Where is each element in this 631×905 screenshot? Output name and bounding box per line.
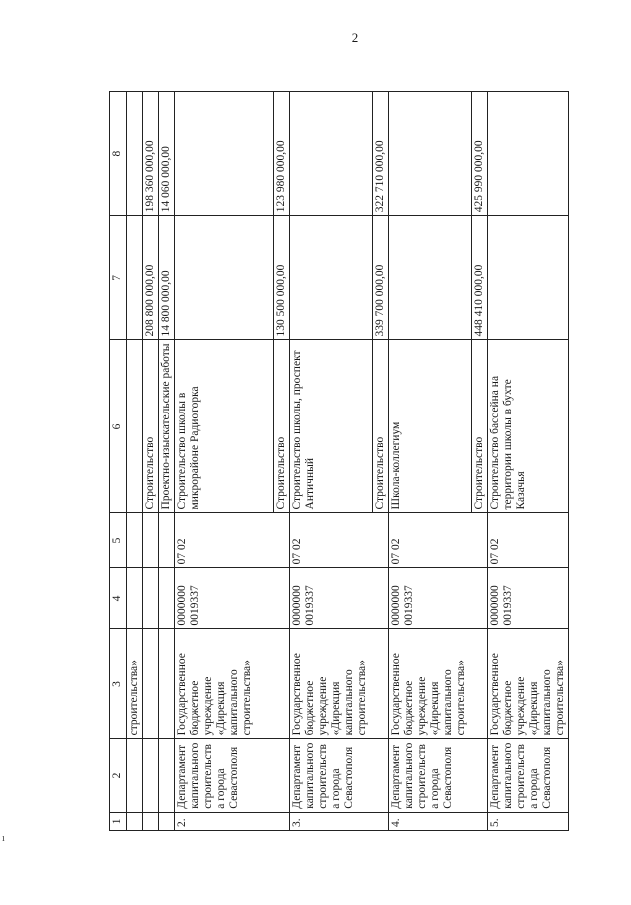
table-header-row (110, 92, 127, 831)
header-cell: 2 (110, 739, 127, 812)
table-cell (389, 216, 472, 340)
amount-col8: 123 980 000,00 (274, 92, 290, 216)
table-cell (290, 92, 373, 216)
header-cell: 7 (110, 216, 127, 340)
amount-col7: 339 700 000,00 (373, 216, 389, 340)
section-code: 07 02 (290, 513, 389, 568)
table-cell (143, 513, 159, 568)
table-row (127, 92, 143, 831)
work-type: Строительство (274, 340, 290, 513)
table-row (389, 92, 472, 831)
section-code: 07 02 (389, 513, 488, 568)
table-cell (143, 739, 159, 812)
table-cell (175, 92, 274, 216)
work-type: Проектно-изыскательские работы (159, 340, 175, 513)
budget-table (109, 91, 569, 831)
budget-code: 0000000 0019337 (389, 568, 488, 629)
table-cell (127, 340, 143, 513)
table-cell (175, 216, 274, 340)
header-cell: 5 (110, 513, 127, 568)
department: Департамент капитального строительства города Севастополя (488, 739, 569, 812)
work-type: Строительство (143, 340, 159, 513)
table-row (290, 92, 373, 831)
institution: Государственное бюджетное учреждение «Дирекция капитального строительства» (389, 629, 488, 739)
table-cell (290, 216, 373, 340)
edge-mark: ı (2, 833, 5, 844)
amount-col7: 130 500 000,00 (274, 216, 290, 340)
table-cell (143, 629, 159, 739)
work-type: Строительство (373, 340, 389, 513)
department: Департамент капитального строительства города Севастополя (175, 739, 290, 812)
header-cell: 1 (110, 812, 127, 830)
table-cell (127, 216, 143, 340)
row-index: 2. (175, 812, 290, 830)
amount-col8: 198 360 000,00 (143, 92, 159, 216)
table-cell (159, 629, 175, 739)
header-cell: 4 (110, 568, 127, 629)
institution: Государственное бюджетное учреждение «Дирекция капитального строительства» (175, 629, 290, 739)
table-row (488, 92, 569, 831)
budget-code: 0000000 0019337 (175, 568, 290, 629)
table-cell (159, 568, 175, 629)
header-cell: 8 (110, 92, 127, 216)
amount-col7: 448 410 000,00 (472, 216, 488, 340)
table-cell (143, 568, 159, 629)
object-name: Школа-коллегиум (389, 340, 472, 513)
table-cell (488, 216, 569, 340)
row-index: 5. (488, 812, 569, 830)
table-cell: строительства» (127, 629, 143, 739)
table-cell (127, 513, 143, 568)
table-cell (143, 812, 159, 830)
work-type: Строительство (472, 340, 488, 513)
section-code: 07 02 (175, 513, 290, 568)
object-name: Строительство школы в микрорайоне Радиогорка (175, 340, 274, 513)
row-index: 3. (290, 812, 389, 830)
table-cell (389, 92, 472, 216)
table-cell (488, 92, 569, 216)
department: Департамент капитального строительства города Севастополя (290, 739, 389, 812)
amount-col7: 208 800 000,00 (143, 216, 159, 340)
header-cell: 6 (110, 340, 127, 513)
table-cell (159, 739, 175, 812)
institution: Государственное бюджетное учреждение «Дирекция капитального строительства» (290, 629, 389, 739)
table-cell (127, 812, 143, 830)
table-cell (127, 92, 143, 216)
table-row (175, 92, 274, 831)
object-name: Строительство школы, проспект Античный (290, 340, 373, 513)
table-row (143, 92, 159, 831)
amount-col8: 322 710 000,00 (373, 92, 389, 216)
row-index: 4. (389, 812, 488, 830)
section-code: 07 02 (488, 513, 569, 568)
table-cell (127, 739, 143, 812)
object-name: Строительство бассейна на территории школы в бухте Казачья (488, 340, 569, 513)
table-cell (159, 812, 175, 830)
table-cell (159, 513, 175, 568)
amount-col7: 14 800 000,00 (159, 216, 175, 340)
table-row (159, 92, 175, 831)
amount-col8: 425 990 000,00 (472, 92, 488, 216)
institution: Государственное бюджетное учреждение «Дирекция капитального строительства» (488, 629, 569, 739)
department: Департамент капитального строительства города Севастополя (389, 739, 488, 812)
rotated-table-wrapper (109, 91, 566, 831)
amount-col8: 14 060 000,00 (159, 92, 175, 216)
budget-code: 0000000 0019337 (488, 568, 569, 629)
table-cell (127, 568, 143, 629)
rotated-table-inner (109, 91, 566, 831)
header-cell: 3 (110, 629, 127, 739)
page-number: 2 (351, 30, 359, 45)
budget-code: 0000000 0019337 (290, 568, 389, 629)
